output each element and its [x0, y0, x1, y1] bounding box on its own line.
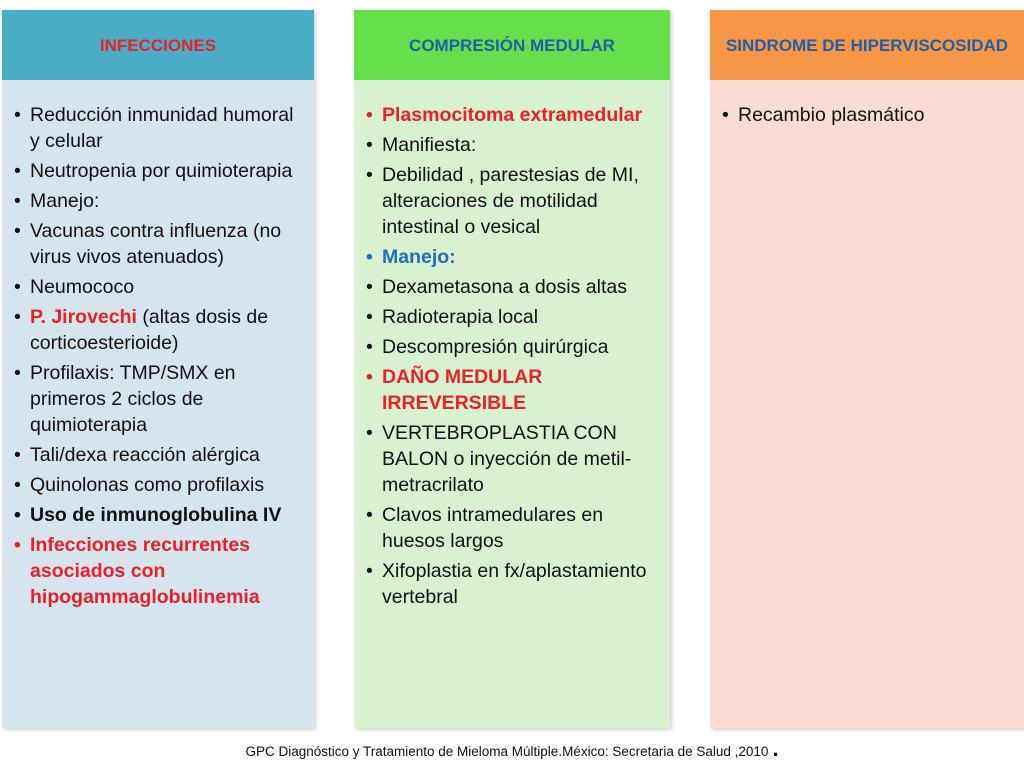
item-text: Manejo:: [30, 190, 100, 212]
list-item: [366, 102, 662, 128]
bullet-icon: •: [366, 336, 373, 358]
bullet-icon: •: [366, 366, 373, 388]
list-item: [366, 558, 662, 610]
list-item: [722, 102, 1016, 128]
bullet-icon: •: [722, 104, 729, 126]
list-item: [14, 102, 306, 154]
bullet-icon: •: [14, 190, 21, 212]
list-item: [366, 132, 662, 158]
item-text: Descompresión quirúrgica: [382, 336, 609, 358]
item-text: Quinolonas como profilaxis: [30, 474, 265, 496]
column-compresion-medular: [354, 10, 670, 728]
list-item: [14, 472, 306, 498]
bullet-icon: •: [366, 164, 373, 186]
bullet-icon: •: [14, 362, 21, 384]
item-text: Tali/dexa reacción alérgica: [30, 444, 260, 466]
column-infecciones: [2, 10, 314, 728]
highlight-text: P. Jirovechi: [30, 306, 137, 328]
list-item: [366, 244, 662, 270]
item-text: Reducción inmunidad humoral y celular: [30, 104, 294, 152]
citation-text: GPC Diagnóstico y Tratamiento de Mieloma Múltiple.México: Secretaria de Salud ,2010: [245, 744, 769, 759]
bullet-icon: •: [14, 220, 21, 242]
list-item: [366, 364, 662, 416]
list-item: [14, 218, 306, 270]
item-text: (altas dosis de corticoesterioide): [30, 306, 269, 354]
column-hiperviscosidad: [710, 10, 1024, 728]
item-text: Uso de inmunoglobulina IV: [30, 504, 282, 526]
item-text: VERTEBROPLASTIA CON BALON o inyección de metil-metracrilato: [382, 422, 632, 496]
bullet-icon: •: [366, 306, 373, 328]
item-text: Plasmocitoma extramedular: [382, 104, 643, 126]
list-item: [14, 304, 306, 356]
list-item: [14, 158, 306, 184]
item-text: DAÑO MEDULAR IRREVERSIBLE: [382, 366, 543, 414]
bullet-icon: •: [14, 160, 21, 182]
list-item: [14, 360, 306, 438]
list-item: [14, 188, 306, 214]
list-item: [14, 502, 306, 528]
item-text: Xifoplastia en fx/aplastamiento vertebral: [382, 560, 647, 608]
list-item: [366, 274, 662, 300]
bullet-icon: •: [366, 422, 373, 444]
list-item: [14, 442, 306, 468]
bullet-icon: •: [366, 134, 373, 156]
item-text: Manejo:: [382, 246, 456, 268]
list-item: [366, 304, 662, 330]
list-item: [366, 420, 662, 498]
bullet-list: [2, 80, 314, 610]
item-text: Radioterapia local: [382, 306, 539, 328]
column-header: INFECCIONES: [2, 10, 314, 80]
bullet-icon: •: [366, 276, 373, 298]
bullet-icon: •: [14, 276, 21, 298]
bullet-icon: •: [366, 104, 373, 126]
list-item: [366, 334, 662, 360]
column-header: SINDROME DE HIPERVISCOSIDAD: [710, 10, 1024, 80]
bullet-icon: •: [14, 534, 21, 556]
item-text: Dexametasona a dosis altas: [382, 276, 627, 298]
bullet-icon: •: [14, 444, 21, 466]
bullet-list: [354, 80, 670, 610]
bullet-icon: •: [14, 474, 21, 496]
item-text: Debilidad , parestesias de MI, alteraciones de motilidad intestinal o vesical: [382, 164, 639, 238]
bullet-icon: •: [366, 560, 373, 582]
list-item: [14, 274, 306, 300]
bullet-icon: •: [14, 504, 21, 526]
item-text: Vacunas contra influenza (no virus vivos atenuados): [30, 220, 282, 268]
item-text: Profilaxis: TMP/SMX en primeros 2 ciclos de quimioterapia: [30, 362, 236, 436]
item-text: Infecciones recurrentes asociados con hipogammaglobulinemia: [30, 534, 260, 608]
bullet-icon: •: [366, 246, 373, 268]
citation-dot: .: [772, 736, 779, 761]
list-item: [14, 532, 306, 610]
bullet-icon: •: [14, 104, 21, 126]
item-text: Recambio plasmático: [738, 104, 925, 126]
list-item: [366, 502, 662, 554]
list-item: [366, 162, 662, 240]
item-text: Neumococo: [30, 276, 135, 298]
column-header: COMPRESIÓN MEDULAR: [354, 10, 670, 80]
bullet-icon: •: [14, 306, 21, 328]
item-text: Manifiesta:: [382, 134, 477, 156]
bullet-icon: •: [366, 504, 373, 526]
item-text: Neutropenia por quimioterapia: [30, 160, 293, 182]
item-text: Clavos intramedulares en huesos largos: [382, 504, 604, 552]
bullet-list: [710, 80, 1024, 128]
footer-citation: [0, 736, 1024, 762]
